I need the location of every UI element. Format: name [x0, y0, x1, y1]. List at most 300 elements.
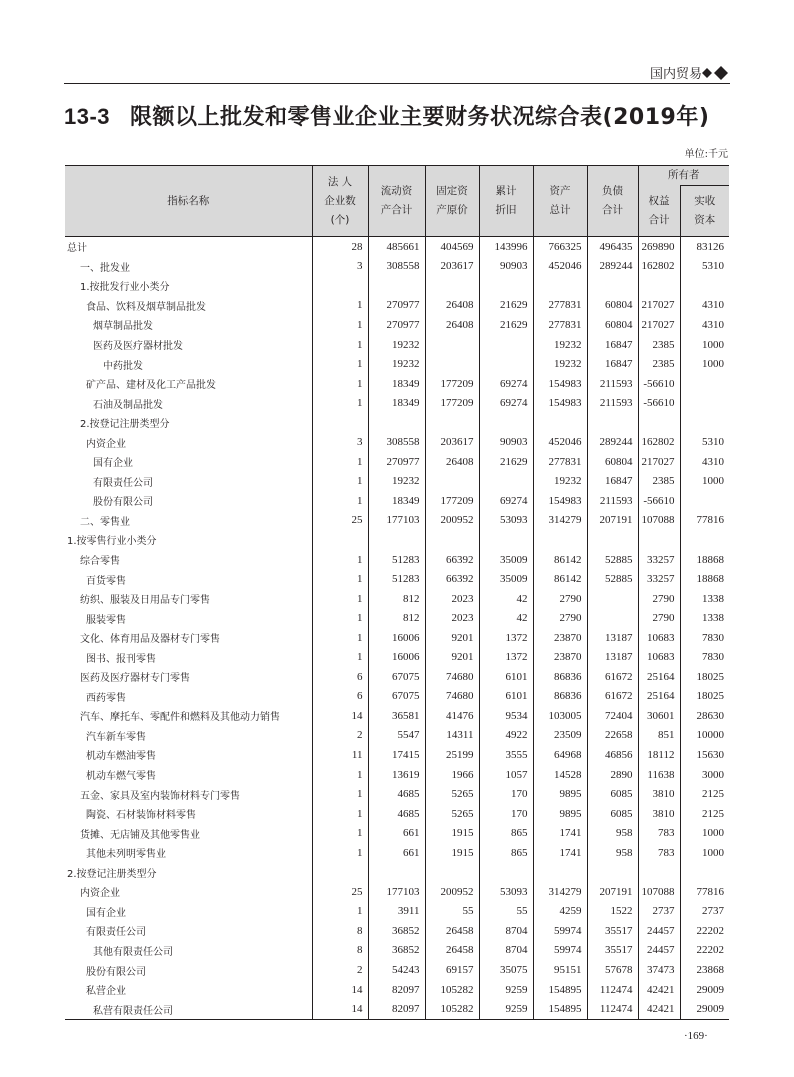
cell-enterprises: 14	[312, 980, 368, 1000]
cell-enterprises: 3	[312, 432, 368, 452]
cell-enterprises: 1	[312, 452, 368, 472]
col-header-paid-in-capital: 实收 资本	[680, 186, 729, 237]
cell-total-assets: 86836	[533, 687, 587, 707]
cell-equity-total: 783	[638, 843, 680, 863]
cell-fixed-assets: 41476	[425, 706, 479, 726]
cell-enterprises: 11	[312, 745, 368, 765]
cell-paid-in-capital: 10000	[680, 726, 729, 746]
cell-fixed-assets: 26458	[425, 921, 479, 941]
table-row	[65, 550, 729, 570]
table-body	[65, 237, 729, 1020]
table-row	[65, 823, 729, 843]
cell-paid-in-capital	[680, 491, 729, 511]
table-row	[65, 452, 729, 472]
cell-current-assets	[368, 276, 425, 296]
cell-total-assets: 23509	[533, 726, 587, 746]
cell-depreciation	[479, 863, 533, 883]
cell-total-assets: 277831	[533, 315, 587, 335]
cell-fixed-assets: 200952	[425, 882, 479, 902]
cell-depreciation: 9259	[479, 999, 533, 1019]
cell-enterprises: 2	[312, 726, 368, 746]
table-row	[65, 960, 729, 980]
row-label: 矿产品、建材及化工产品批发	[86, 380, 216, 392]
cell-paid-in-capital: 23868	[680, 960, 729, 980]
table-row	[65, 608, 729, 628]
cell-enterprises: 1	[312, 608, 368, 628]
cell-liabilities: 207191	[587, 882, 638, 902]
cell-fixed-assets: 177209	[425, 393, 479, 413]
cell-fixed-assets: 9201	[425, 647, 479, 667]
cell-depreciation	[479, 335, 533, 355]
col-header-name: 指标名称	[65, 166, 312, 237]
row-label: 内资企业	[86, 438, 126, 450]
row-label: 一、批发业	[80, 262, 130, 274]
cell-fixed-assets: 5265	[425, 804, 479, 824]
row-label: 二、零售业	[80, 516, 130, 528]
cell-enterprises: 1	[312, 765, 368, 785]
cell-enterprises: 1	[312, 472, 368, 492]
row-label: 其他未列明零售业	[86, 849, 166, 861]
table-row	[65, 980, 729, 1000]
cell-current-assets: 270977	[368, 315, 425, 335]
cell-equity-total: 107088	[638, 511, 680, 531]
cell-equity-total: 33257	[638, 569, 680, 589]
cell-paid-in-capital: 1000	[680, 472, 729, 492]
cell-equity-total: 217027	[638, 452, 680, 472]
cell-fixed-assets: 203617	[425, 432, 479, 452]
cell-current-assets: 19232	[368, 354, 425, 374]
cell-paid-in-capital	[680, 276, 729, 296]
cell-liabilities: 211593	[587, 393, 638, 413]
cell-fixed-assets: 404569	[425, 237, 479, 257]
cell-enterprises: 1	[312, 374, 368, 394]
table-row	[65, 315, 729, 335]
table-row	[65, 413, 729, 433]
cell-fixed-assets: 105282	[425, 980, 479, 1000]
table-row	[65, 882, 729, 902]
cell-liabilities: 207191	[587, 511, 638, 531]
col-header-enterprises: 法 人 企业数 (个)	[312, 166, 368, 237]
cell-equity-total	[638, 863, 680, 883]
cell-current-assets: 4685	[368, 804, 425, 824]
cell-depreciation: 4922	[479, 726, 533, 746]
row-label: 陶瓷、石材装饰材料零售	[86, 810, 196, 822]
cell-fixed-assets	[425, 335, 479, 355]
cell-paid-in-capital: 4310	[680, 315, 729, 335]
cell-current-assets: 18349	[368, 374, 425, 394]
cell-total-assets: 19232	[533, 472, 587, 492]
cell-paid-in-capital: 1338	[680, 589, 729, 609]
cell-equity-total	[638, 530, 680, 550]
cell-fixed-assets: 5265	[425, 784, 479, 804]
table-title: 限额以上批发和零售业企业主要财务状况综合表(2019年)	[130, 105, 710, 130]
cell-total-assets: 1741	[533, 843, 587, 863]
cell-liabilities: 35517	[587, 921, 638, 941]
cell-fixed-assets: 2023	[425, 589, 479, 609]
table-row	[65, 335, 729, 355]
row-label: 百货零售	[86, 575, 126, 587]
cell-depreciation: 6101	[479, 667, 533, 687]
row-label: 货摊、无店铺及其他零售业	[80, 829, 200, 841]
cell-total-assets: 23870	[533, 628, 587, 648]
cell-liabilities: 60804	[587, 452, 638, 472]
cell-equity-total	[638, 413, 680, 433]
cell-total-assets: 1741	[533, 823, 587, 843]
cell-equity-total: 2385	[638, 354, 680, 374]
row-label: 汽车新车零售	[86, 731, 146, 743]
cell-paid-in-capital: 7830	[680, 628, 729, 648]
cell-fixed-assets: 25199	[425, 745, 479, 765]
cell-equity-total: 2385	[638, 335, 680, 355]
cell-liabilities: 13187	[587, 647, 638, 667]
cell-current-assets: 812	[368, 608, 425, 628]
cell-liabilities: 2890	[587, 765, 638, 785]
cell-enterprises: 1	[312, 491, 368, 511]
cell-fixed-assets: 177209	[425, 374, 479, 394]
cell-liabilities	[587, 276, 638, 296]
cell-equity-total: 25164	[638, 667, 680, 687]
cell-equity-total: 3810	[638, 784, 680, 804]
cell-enterprises: 1	[312, 296, 368, 316]
table-row	[65, 902, 729, 922]
cell-liabilities: 6085	[587, 804, 638, 824]
table-row	[65, 687, 729, 707]
cell-paid-in-capital: 7830	[680, 647, 729, 667]
cell-current-assets: 308558	[368, 257, 425, 277]
cell-equity-total	[638, 276, 680, 296]
row-label: 机动车燃气零售	[86, 771, 156, 783]
row-label: 内资企业	[80, 888, 120, 900]
table-row	[65, 393, 729, 413]
cell-current-assets: 51283	[368, 569, 425, 589]
cell-fixed-assets: 1966	[425, 765, 479, 785]
cell-total-assets: 9895	[533, 784, 587, 804]
cell-current-assets: 18349	[368, 491, 425, 511]
cell-fixed-assets	[425, 413, 479, 433]
cell-enterprises: 8	[312, 921, 368, 941]
cell-total-assets: 59974	[533, 921, 587, 941]
cell-depreciation: 35075	[479, 960, 533, 980]
table-row	[65, 296, 729, 316]
table-row	[65, 569, 729, 589]
cell-enterprises: 1	[312, 550, 368, 570]
cell-enterprises	[312, 530, 368, 550]
cell-liabilities: 35517	[587, 941, 638, 961]
cell-current-assets: 16006	[368, 647, 425, 667]
cell-enterprises: 2	[312, 960, 368, 980]
table-row	[65, 706, 729, 726]
cell-enterprises: 1	[312, 843, 368, 863]
cell-liabilities: 16847	[587, 335, 638, 355]
row-label: 西药零售	[86, 692, 126, 704]
cell-depreciation: 865	[479, 843, 533, 863]
table-row	[65, 843, 729, 863]
cell-total-assets: 2790	[533, 589, 587, 609]
cell-paid-in-capital: 1000	[680, 354, 729, 374]
table-row	[65, 999, 729, 1019]
cell-enterprises: 14	[312, 706, 368, 726]
cell-paid-in-capital	[680, 374, 729, 394]
cell-fixed-assets: 9201	[425, 628, 479, 648]
cell-fixed-assets: 203617	[425, 257, 479, 277]
cell-depreciation: 69274	[479, 374, 533, 394]
cell-current-assets: 82097	[368, 999, 425, 1019]
cell-depreciation: 1372	[479, 628, 533, 648]
cell-equity-total: 107088	[638, 882, 680, 902]
row-label: 1.按零售行业小类分	[67, 536, 157, 548]
cell-depreciation: 143996	[479, 237, 533, 257]
cell-paid-in-capital: 18025	[680, 667, 729, 687]
cell-equity-total: 30601	[638, 706, 680, 726]
cell-paid-in-capital: 28630	[680, 706, 729, 726]
cell-depreciation: 21629	[479, 315, 533, 335]
cell-enterprises: 1	[312, 569, 368, 589]
financial-table	[65, 165, 729, 1020]
row-label: 国有企业	[86, 907, 126, 919]
cell-total-assets: 154895	[533, 980, 587, 1000]
cell-equity-total: 25164	[638, 687, 680, 707]
cell-depreciation: 69274	[479, 491, 533, 511]
table-row	[65, 472, 729, 492]
cell-total-assets	[533, 863, 587, 883]
cell-total-assets: 64968	[533, 745, 587, 765]
cell-liabilities: 112474	[587, 999, 638, 1019]
col-header-fixed-assets: 固定资 产原价	[425, 166, 479, 237]
cell-liabilities: 61672	[587, 667, 638, 687]
table-row	[65, 354, 729, 374]
row-label: 石油及制品批发	[93, 399, 163, 411]
row-label: 纺织、服装及日用品专门零售	[80, 595, 210, 607]
row-label: 汽车、摩托车、零配件和燃料及其他动力销售	[80, 712, 280, 724]
cell-paid-in-capital: 15630	[680, 745, 729, 765]
cell-total-assets	[533, 413, 587, 433]
cell-enterprises: 1	[312, 335, 368, 355]
cell-current-assets: 36581	[368, 706, 425, 726]
cell-total-assets: 86836	[533, 667, 587, 687]
row-label: 文化、体育用品及器材专门零售	[80, 634, 220, 646]
cell-total-assets: 314279	[533, 882, 587, 902]
cell-liabilities: 60804	[587, 315, 638, 335]
cell-liabilities: 1522	[587, 902, 638, 922]
cell-enterprises: 25	[312, 511, 368, 531]
cell-current-assets: 5547	[368, 726, 425, 746]
cell-depreciation: 170	[479, 784, 533, 804]
cell-total-assets: 95151	[533, 960, 587, 980]
cell-fixed-assets: 1915	[425, 823, 479, 843]
cell-depreciation: 55	[479, 902, 533, 922]
cell-current-assets: 3911	[368, 902, 425, 922]
cell-total-assets: 103005	[533, 706, 587, 726]
cell-paid-in-capital: 1000	[680, 843, 729, 863]
cell-total-assets: 19232	[533, 335, 587, 355]
table-row	[65, 511, 729, 531]
row-label: 服装零售	[86, 614, 126, 626]
row-label: 国有企业	[93, 458, 133, 470]
cell-fixed-assets: 26458	[425, 941, 479, 961]
cell-depreciation: 1057	[479, 765, 533, 785]
cell-liabilities: 61672	[587, 687, 638, 707]
cell-total-assets: 59974	[533, 941, 587, 961]
cell-fixed-assets: 55	[425, 902, 479, 922]
table-row	[65, 804, 729, 824]
cell-liabilities: 958	[587, 843, 638, 863]
cell-depreciation: 35009	[479, 550, 533, 570]
cell-depreciation: 865	[479, 823, 533, 843]
cell-current-assets: 18349	[368, 393, 425, 413]
table-row	[65, 432, 729, 452]
cell-enterprises: 6	[312, 667, 368, 687]
cell-current-assets: 13619	[368, 765, 425, 785]
cell-enterprises: 1	[312, 628, 368, 648]
table-row	[65, 726, 729, 746]
col-header-depreciation: 累计 折旧	[479, 166, 533, 237]
cell-paid-in-capital: 1338	[680, 608, 729, 628]
cell-fixed-assets	[425, 354, 479, 374]
cell-total-assets: 277831	[533, 452, 587, 472]
row-label: 机动车燃油零售	[86, 751, 156, 763]
table-row	[65, 628, 729, 648]
cell-equity-total: 10683	[638, 628, 680, 648]
cell-paid-in-capital: 5310	[680, 257, 729, 277]
cell-depreciation	[479, 354, 533, 374]
cell-equity-total: -56610	[638, 491, 680, 511]
cell-current-assets: 177103	[368, 511, 425, 531]
cell-enterprises: 1	[312, 804, 368, 824]
cell-current-assets: 4685	[368, 784, 425, 804]
cell-paid-in-capital: 29009	[680, 999, 729, 1019]
col-header-current-assets: 流动资 产合计	[368, 166, 425, 237]
cell-total-assets: 19232	[533, 354, 587, 374]
cell-total-assets	[533, 276, 587, 296]
cell-equity-total: 33257	[638, 550, 680, 570]
cell-depreciation: 35009	[479, 569, 533, 589]
cell-fixed-assets: 105282	[425, 999, 479, 1019]
cell-total-assets: 23870	[533, 647, 587, 667]
row-label: 有限责任公司	[93, 477, 153, 489]
cell-liabilities: 72404	[587, 706, 638, 726]
cell-current-assets: 812	[368, 589, 425, 609]
cell-depreciation	[479, 530, 533, 550]
table-row	[65, 257, 729, 277]
cell-fixed-assets: 26408	[425, 452, 479, 472]
cell-fixed-assets: 2023	[425, 608, 479, 628]
table-row	[65, 941, 729, 961]
cell-current-assets: 36852	[368, 941, 425, 961]
cell-paid-in-capital: 77816	[680, 882, 729, 902]
cell-total-assets: 86142	[533, 550, 587, 570]
page-title	[64, 100, 709, 131]
header-rule	[64, 83, 730, 84]
cell-equity-total: 2737	[638, 902, 680, 922]
cell-current-assets: 19232	[368, 472, 425, 492]
cell-total-assets: 2790	[533, 608, 587, 628]
cell-paid-in-capital: 1000	[680, 335, 729, 355]
page-number: ·169·	[684, 1030, 708, 1042]
cell-current-assets: 51283	[368, 550, 425, 570]
cell-enterprises: 1	[312, 823, 368, 843]
cell-fixed-assets: 74680	[425, 667, 479, 687]
cell-paid-in-capital: 1000	[680, 823, 729, 843]
table-row	[65, 374, 729, 394]
cell-enterprises	[312, 863, 368, 883]
cell-equity-total: 42421	[638, 980, 680, 1000]
cell-depreciation: 42	[479, 608, 533, 628]
cell-liabilities: 958	[587, 823, 638, 843]
cell-equity-total: 783	[638, 823, 680, 843]
cell-paid-in-capital: 77816	[680, 511, 729, 531]
cell-current-assets: 485661	[368, 237, 425, 257]
cell-paid-in-capital: 4310	[680, 296, 729, 316]
cell-fixed-assets: 26408	[425, 315, 479, 335]
cell-liabilities: 496435	[587, 237, 638, 257]
cell-paid-in-capital: 18868	[680, 550, 729, 570]
cell-total-assets: 314279	[533, 511, 587, 531]
cell-liabilities: 46856	[587, 745, 638, 765]
cell-enterprises: 8	[312, 941, 368, 961]
cell-enterprises	[312, 413, 368, 433]
table-row	[65, 765, 729, 785]
cell-liabilities: 13187	[587, 628, 638, 648]
table-row	[65, 530, 729, 550]
cell-fixed-assets: 177209	[425, 491, 479, 511]
cell-enterprises: 1	[312, 315, 368, 335]
cell-depreciation: 3555	[479, 745, 533, 765]
cell-liabilities: 112474	[587, 980, 638, 1000]
cell-liabilities: 52885	[587, 569, 638, 589]
cell-enterprises: 1	[312, 902, 368, 922]
cell-paid-in-capital: 18868	[680, 569, 729, 589]
cell-depreciation: 170	[479, 804, 533, 824]
cell-liabilities: 211593	[587, 491, 638, 511]
cell-liabilities: 22658	[587, 726, 638, 746]
col-header-equity-group: 所有者	[638, 166, 729, 186]
header-section-label: 国内贸易	[649, 67, 702, 82]
cell-paid-in-capital: 2125	[680, 804, 729, 824]
cell-current-assets: 661	[368, 843, 425, 863]
row-label: 图书、报刊零售	[86, 653, 156, 665]
table-row	[65, 863, 729, 883]
cell-liabilities: 289244	[587, 257, 638, 277]
cell-current-assets: 54243	[368, 960, 425, 980]
row-label: 食品、饮料及烟草制品批发	[86, 301, 206, 313]
cell-fixed-assets	[425, 530, 479, 550]
cell-depreciation: 9259	[479, 980, 533, 1000]
cell-current-assets: 36852	[368, 921, 425, 941]
table-row	[65, 491, 729, 511]
cell-equity-total: -56610	[638, 393, 680, 413]
diamond-ornament-icon	[702, 66, 730, 80]
cell-enterprises: 28	[312, 237, 368, 257]
cell-fixed-assets: 66392	[425, 550, 479, 570]
cell-current-assets	[368, 530, 425, 550]
cell-enterprises: 1	[312, 784, 368, 804]
cell-enterprises: 1	[312, 589, 368, 609]
cell-enterprises: 14	[312, 999, 368, 1019]
cell-liabilities: 289244	[587, 432, 638, 452]
row-label: 总计	[67, 243, 87, 255]
cell-depreciation: 42	[479, 589, 533, 609]
table-row	[65, 667, 729, 687]
row-label: 五金、家具及室内装饰材料专门零售	[80, 790, 240, 802]
cell-current-assets: 19232	[368, 335, 425, 355]
cell-paid-in-capital	[680, 863, 729, 883]
cell-total-assets: 4259	[533, 902, 587, 922]
cell-liabilities	[587, 608, 638, 628]
cell-current-assets: 67075	[368, 687, 425, 707]
cell-fixed-assets	[425, 472, 479, 492]
cell-paid-in-capital: 18025	[680, 687, 729, 707]
cell-equity-total: 11638	[638, 765, 680, 785]
